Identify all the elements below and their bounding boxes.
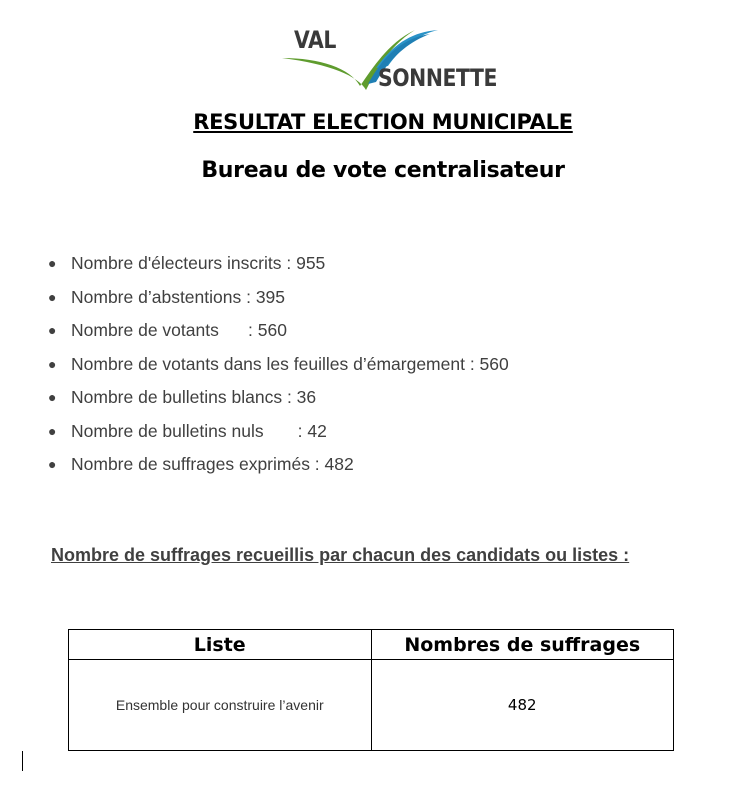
stat-text: Nombre de bulletins nuls : 42 [71, 420, 327, 441]
document-title: RESULTAT ELECTION MUNICIPALE [193, 110, 573, 134]
logo-text-val: VAL [294, 26, 336, 54]
stat-text: Nombre d'électeurs inscrits : 955 [71, 253, 326, 273]
bullet-icon: ● [48, 322, 57, 338]
document-subtitle: Bureau de vote centralisateur [201, 158, 565, 183]
bullet-icon: ● [48, 389, 57, 405]
bullet-icon: ● [48, 355, 57, 372]
list-item [48, 421, 509, 455]
bullet-icon: ● [48, 255, 57, 271]
stat-text: Nombre de votants : 560 [71, 320, 287, 340]
stat-text: Nombre de suffrages exprimés : 482 [71, 454, 354, 474]
list-item [48, 320, 509, 354]
column-header-suffrages: Nombres de suffrages [371, 630, 674, 660]
list-item [48, 387, 509, 421]
text-cursor [22, 751, 23, 771]
list-item [48, 454, 509, 488]
stat-text: Nombre de bulletins blancs : 36 [71, 387, 317, 407]
bullet-icon: ● [48, 456, 57, 472]
stat-text: Nombre de votants dans les feuilles d’émargement : 560 [71, 353, 509, 374]
cell-liste: Ensemble pour construire l’avenir [69, 660, 372, 751]
stats-list [48, 253, 509, 488]
cell-suffrages: 482 [371, 660, 674, 751]
results-table [68, 629, 674, 751]
list-item [48, 287, 509, 321]
table-header-row [69, 630, 674, 660]
list-item [48, 354, 509, 388]
section-heading: Nombre de suffrages recueillis par chacun des candidats ou listes : [51, 545, 630, 565]
column-header-liste: Liste [69, 630, 372, 660]
stat-text: Nombre d’abstentions : 395 [71, 286, 286, 307]
logo-text-sonnette: SONNETTE [378, 64, 497, 92]
bullet-icon: ● [48, 422, 57, 439]
list-item [48, 253, 509, 287]
bullet-icon: ● [48, 288, 57, 305]
logo [280, 24, 497, 96]
table-row [69, 660, 674, 751]
